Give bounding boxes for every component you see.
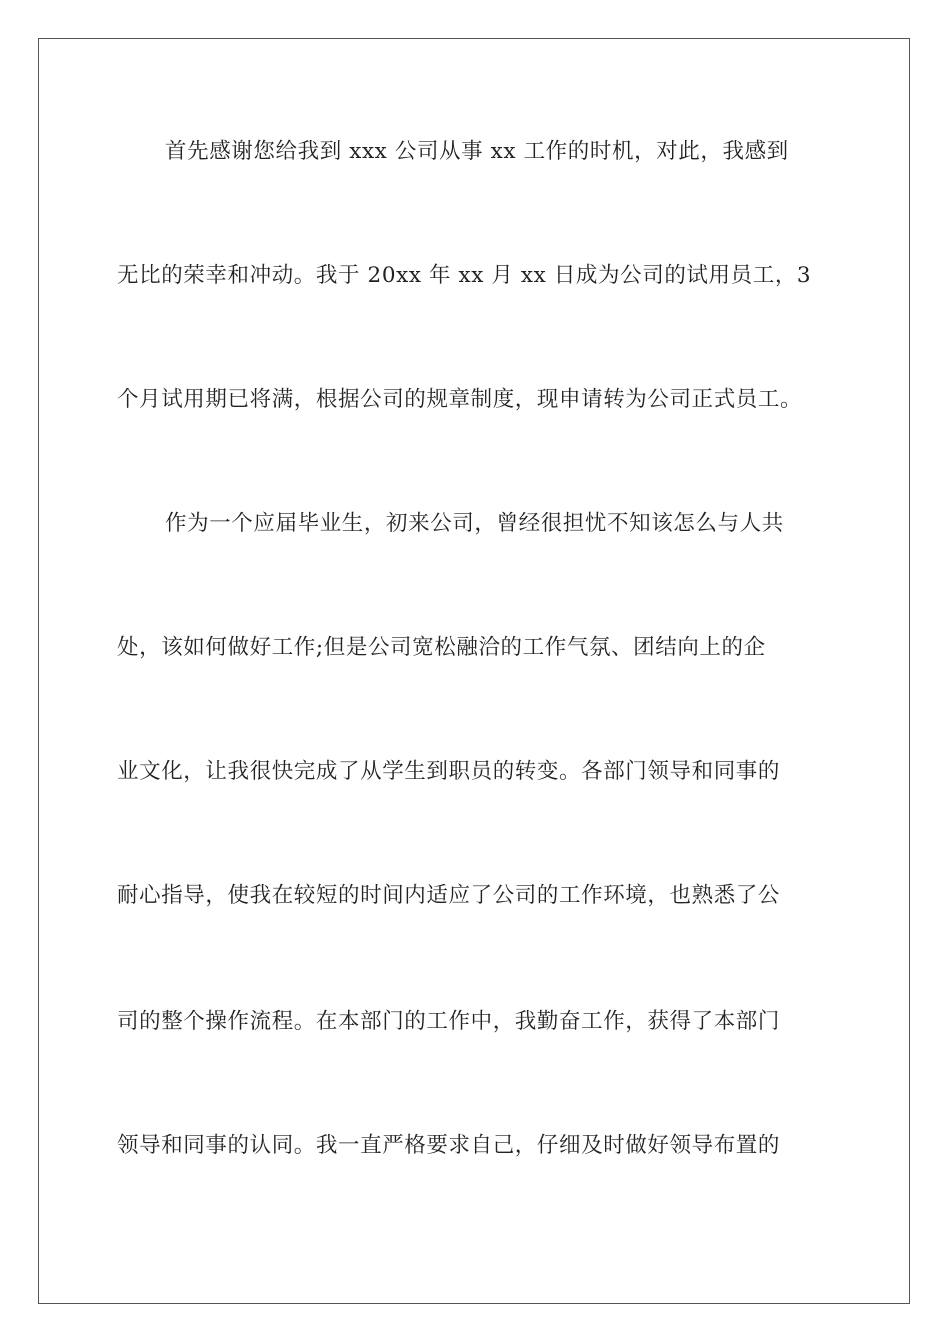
- paragraph-2-line-4: 耐心指导，使我在较短的时间内适应了公司的工作环境，也熟悉了公: [117, 883, 781, 908]
- paragraph-2-line-6: 领导和同事的认同。我一直严格要求自己，仔细及时做好领导布置的: [117, 1133, 781, 1158]
- paragraph-2-line-2: 处，该如何做好工作;但是公司宽松融洽的工作气氛、团结向上的企: [117, 635, 766, 660]
- paragraph-1-line-3: 个月试用期已将满，根据公司的规章制度，现申请转为公司正式员工。: [117, 387, 803, 412]
- page-border: [38, 38, 910, 1304]
- paragraph-2-line-1: 作为一个应届毕业生，初来公司，曾经很担忧不知该怎么与人共: [165, 511, 784, 536]
- paragraph-1-line-2: 无比的荣幸和冲动。我于 20xx 年 xx 月 xx 日成为公司的试用员工，3: [117, 263, 812, 288]
- paragraph-1-line-1: 首先感谢您给我到 xxx 公司从事 xx 工作的时机，对此，我感到: [165, 139, 789, 164]
- paragraph-2-line-3: 业文化，让我很快完成了从学生到职员的转变。各部门领导和同事的: [117, 759, 781, 784]
- paragraph-2-line-5: 司的整个操作流程。在本部门的工作中，我勤奋工作，获得了本部门: [117, 1009, 781, 1034]
